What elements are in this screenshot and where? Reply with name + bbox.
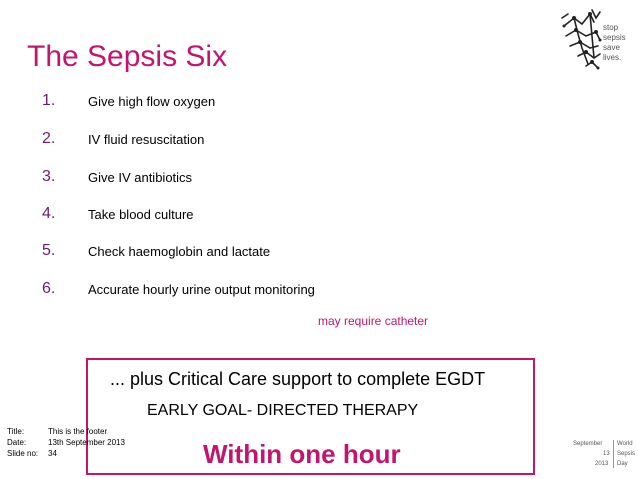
badge-text: 2013	[595, 461, 609, 467]
item-text: Take blood culture	[88, 207, 194, 222]
logo-line: lives.	[603, 53, 622, 62]
footer-value: 34	[48, 449, 57, 458]
footer-label: Title:	[7, 427, 25, 436]
item-number: 6.	[42, 280, 56, 297]
logo-line: sepsis	[603, 33, 626, 42]
item-text: Check haemoglobin and lactate	[88, 244, 271, 259]
item-text: Give IV antibiotics	[88, 170, 193, 185]
badge-text: World	[617, 441, 633, 447]
item-number: 5.	[42, 242, 56, 259]
item-text: IV fluid resuscitation	[88, 132, 205, 147]
item-text: Give high flow oxygen	[88, 94, 216, 109]
item-text: Accurate hourly urine output monitoring	[88, 282, 315, 297]
box-line-within-one-hour: Within one hour	[203, 439, 401, 469]
logo-line: save	[603, 43, 620, 52]
logo-line: stop	[603, 23, 619, 32]
item-number: 1.	[42, 92, 56, 109]
item-number: 4.	[42, 205, 56, 222]
slide-title: The Sepsis Six	[27, 40, 228, 73]
catheter-note: may require catheter	[318, 314, 429, 328]
logo-wordmark	[603, 23, 626, 63]
item-number: 2.	[42, 130, 56, 147]
box-line-critical-care: ... plus Critical Care support to complete EGDT	[110, 369, 486, 389]
badge-divider	[613, 440, 614, 468]
world-sepsis-day-logo	[573, 438, 636, 472]
badge-text: Day	[617, 461, 628, 467]
badge-text: Sepsis	[617, 451, 636, 457]
footer-value: This is the footer	[48, 427, 108, 436]
box-line-egdt: EARLY GOAL- DIRECTED THERAPY	[147, 402, 419, 419]
footer-label: Date:	[7, 438, 27, 447]
badge-text: 13	[603, 451, 610, 457]
footer-value: 13th September 2013	[48, 438, 125, 447]
item-number: 3.	[42, 168, 56, 185]
footer-label: Slide no:	[7, 449, 39, 458]
badge-text: September	[573, 441, 603, 447]
